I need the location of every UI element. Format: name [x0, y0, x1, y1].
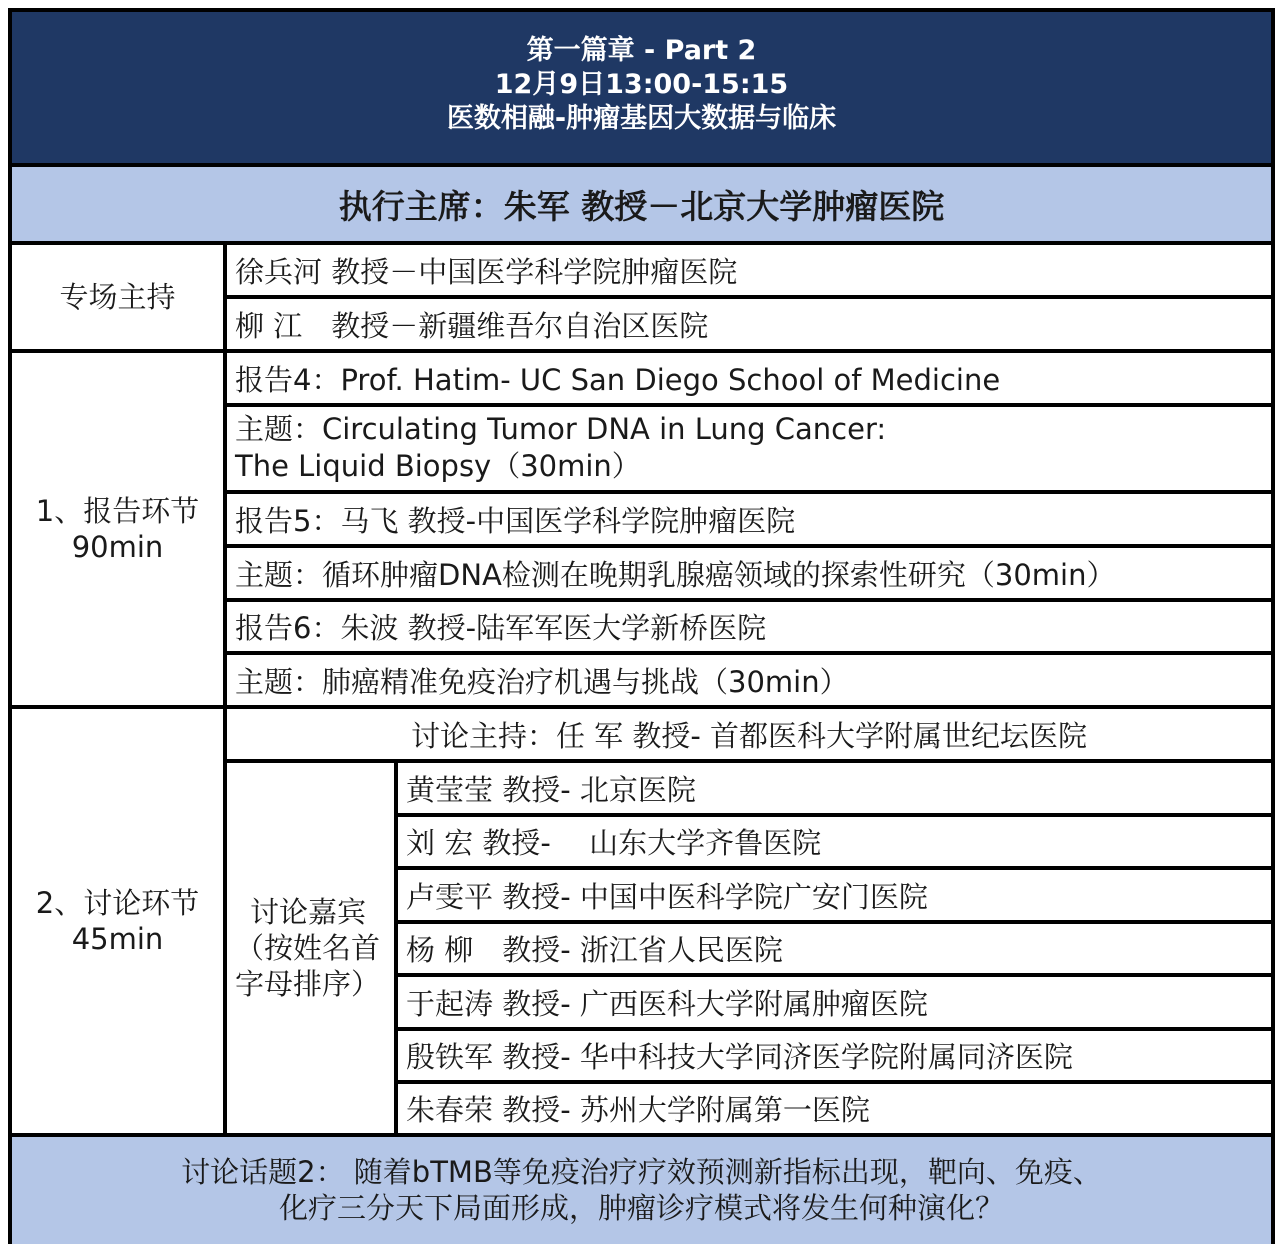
report-5-speaker: 报告5：马飞 教授-中国医学科学院肿瘤医院 — [227, 494, 1271, 548]
discussion-section-title: 2、讨论环节 — [35, 886, 200, 920]
report-section-duration: 90min — [71, 530, 164, 564]
report-section-title: 1、报告环节 — [35, 494, 200, 528]
host-row: 柳 江 教授－新疆维吾尔自治区医院 — [227, 299, 1271, 353]
hosts-label: 专场主持 — [12, 245, 227, 353]
session-time: 12月9日13:00-15:15 — [494, 69, 789, 100]
discussion-topic-line1: 讨论话题2： 随着bTMB等免疫治疗疗效预测新指标出现，靶向、免疫、 — [181, 1155, 1102, 1189]
discussion-moderator: 讨论主持：任 军 教授- 首都医科大学附属世纪坛医院 — [227, 709, 1271, 763]
report-4-topic-line2: The Liquid Biopsy（30min） — [235, 449, 641, 483]
host-row: 徐兵河 教授－中国医学科学院肿瘤医院 — [227, 245, 1271, 299]
guest-row: 杨 柳 教授- 浙江省人民医院 — [398, 924, 1271, 977]
report-6-speaker: 报告6：朱波 教授-陆军军医大学新桥医院 — [227, 602, 1271, 655]
guest-row: 殷铁军 教授- 华中科技大学同济医学院附属同济医院 — [398, 1031, 1271, 1084]
executive-chair: 执行主席：朱军 教授－北京大学肿瘤医院 — [12, 167, 1271, 245]
report-section-label — [12, 353, 227, 709]
guests-label-line3: 字母排序） — [235, 967, 381, 1001]
guests-label-line2: （按姓名首 — [235, 931, 381, 965]
guest-row: 于起涛 教授- 广西医科大学附属肿瘤医院 — [398, 977, 1271, 1031]
discussion-section-label — [12, 709, 227, 1137]
guests-label — [227, 763, 398, 1137]
session-title: 第一篇章 - Part 2 — [526, 35, 757, 66]
guest-row: 朱春荣 教授- 苏州大学附属第一医院 — [398, 1084, 1271, 1137]
session-theme: 医数相融-肿瘤基因大数据与临床 — [446, 103, 837, 134]
guests-label-line1: 讨论嘉宾 — [250, 895, 367, 929]
agenda-table — [8, 8, 1275, 1244]
report-4-topic-line1: 主题：Circulating Tumor DNA in Lung Cancer: — [235, 412, 887, 446]
guest-row: 卢雯平 教授- 中国中医科学院广安门医院 — [398, 870, 1271, 924]
discussion-topic-line2: 化疗三分天下局面形成，肿瘤诊疗模式将发生何种演化？ — [278, 1191, 1004, 1225]
report-4-speaker: 报告4：Prof. Hatim- UC San Diego School of Medicine — [227, 353, 1271, 407]
report-4-topic — [227, 407, 1271, 494]
discussion-topic — [12, 1137, 1271, 1244]
guest-row: 刘 宏 教授- 山东大学齐鲁医院 — [398, 817, 1271, 870]
guest-row: 黄莹莹 教授- 北京医院 — [398, 763, 1271, 817]
discussion-section-duration: 45min — [71, 922, 164, 956]
session-header — [12, 12, 1271, 167]
report-6-topic: 主题：肺癌精准免疫治疗机遇与挑战（30min） — [227, 655, 1271, 709]
report-5-topic: 主题：循环肿瘤DNA检测在晚期乳腺癌领域的探索性研究（30min） — [227, 548, 1271, 602]
